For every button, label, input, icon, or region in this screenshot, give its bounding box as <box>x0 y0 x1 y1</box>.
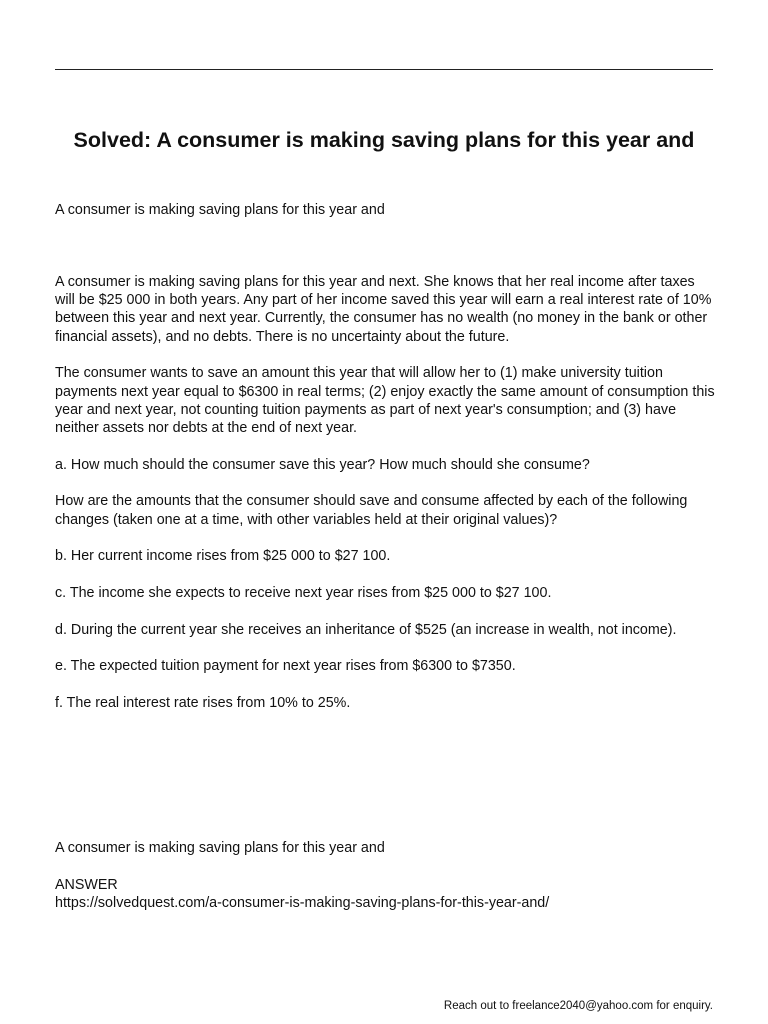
answer-block <box>55 839 713 912</box>
page-title: Solved: A consumer is making saving plans for this year and <box>73 128 695 152</box>
question-a: a. How much should the consumer save this year? How much should she consume? <box>55 456 590 473</box>
top-divider <box>55 69 713 70</box>
enquiry-note: Reach out to freelance2040@yahoo.com for enquiry. <box>443 1000 713 1012</box>
page-subtitle: A consumer is making saving plans for this year and <box>55 202 385 218</box>
answer-link[interactable]: https://solvedquest.com/a-consumer-is-making-saving-plans-for-this-year-and/ <box>55 895 550 911</box>
question-f: f. The real interest rate rises from 10% to 25%. <box>55 695 351 712</box>
paragraph-intro: A consumer is making saving plans for this year and next. She knows that her real income after taxes will be $25 000 in both years. Any part of her income saved this year will earn a real interest rate of 10% between this year and next year. Currently, the consumer has no wealth (no money in the bank or other financial assets), and no debts. There is no uncertainty about the future. <box>55 274 712 345</box>
question-d: d. During the current year she receives an inheritance of $525 (an increase in wealth, not income). <box>55 621 677 638</box>
paragraph-changes: How are the amounts that the consumer should save and consume affected by each of the following changes (taken one at a time, with other variables held at their original values)? <box>55 493 688 528</box>
question-c: c. The income she expects to receive next year rises from $25 000 to $27 100. <box>55 584 552 601</box>
paragraph-goals: The consumer wants to save an amount this year that will allow her to (1) make university tuition payments next year equal to $6300 in real terms; (2) enjoy exactly the same amount of consumption this year and next year, not counting tuition payments as part of next year's consumption; and (3) have neither assets nor debts at the end of next year. <box>55 365 715 436</box>
document-page <box>55 0 713 1024</box>
answer-label: ANSWER <box>55 877 118 893</box>
spacer <box>55 857 713 876</box>
question-e: e. The expected tuition payment for next year rises from $6300 to $7350. <box>55 658 516 675</box>
question-body <box>55 273 717 731</box>
footer-summary: A consumer is making saving plans for this year and <box>55 840 385 856</box>
question-b: b. Her current income rises from $25 000 to $27 100. <box>55 548 391 565</box>
